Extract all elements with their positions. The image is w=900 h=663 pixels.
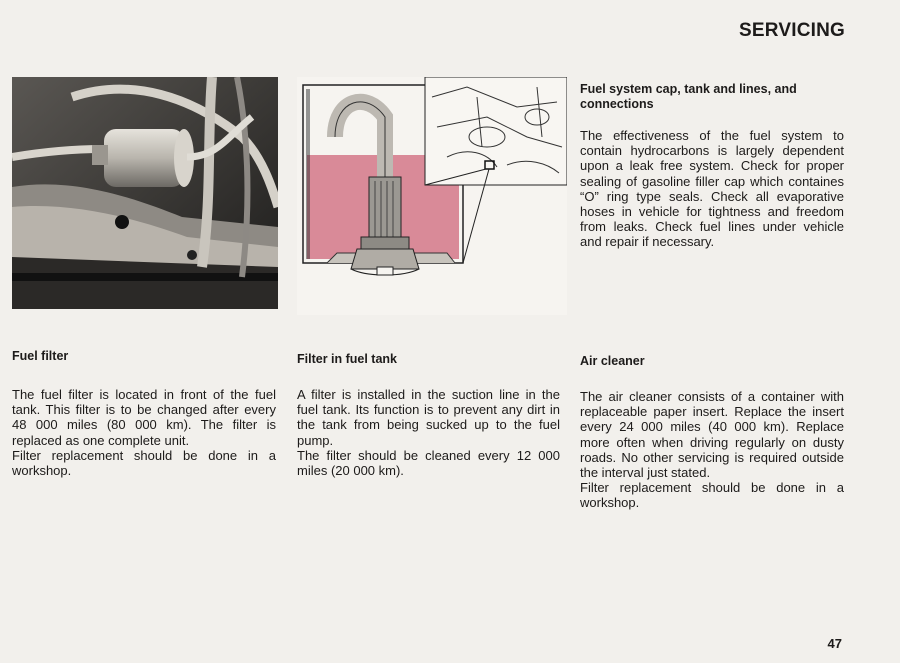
air-cleaner-heading: Air cleaner [580,354,645,368]
fuel-system-heading-block [580,82,844,111]
air-cleaner-paragraph: The air cleaner consists of a container with replaceable paper insert. Replace the insert every 24 000 miles (40 000 km). Replace more often when driving regularly on dusty roads. No other servicing is required outside the interval just stated. [580,389,844,481]
page-number: 47 [827,636,842,651]
fuel-filter-photo [12,77,278,309]
air-cleaner-heading-block [580,354,844,369]
fuel-system-text [580,128,844,250]
fuel-tank-filter-diagram [297,77,567,315]
tank-filter-paragraph: The filter should be cleaned every 12 000 miles (20 000 km). [297,447,560,479]
fuel-filter-photo-graphic [12,77,278,309]
fuel-filter-paragraph: The fuel filter is located in front of the fuel tank. This filter is to be changed after every 48 000 miles (80 000 km). The filter is replaced as one complete unit. [12,387,276,448]
tank-filter-text [297,387,560,478]
air-cleaner-text [580,389,844,511]
fuel-filter-text [12,387,276,478]
tank-filter-heading: Filter in fuel tank [297,352,398,366]
tank-filter-paragraph: A filter is installed in the suction line in the fuel tank. Its function is to prevent any dirt in the tank from being sucked up to the fuel pump. [297,387,560,448]
fuel-system-heading: Fuel system cap, tank and lines, and connections [580,82,797,111]
fuel-filter-heading-block [12,349,276,364]
fuel-tank-filter-drawing [297,77,567,315]
fuel-system-paragraph: The effectiveness of the fuel system to contain hydrocarbons is largely dependent upon a leak free system. Check for proper sealing of gasoline filler cap which containes “O” ring type seals. Check all evaporative hoses in vehicle for tightness and freedom from leaks. Check fuel lines under vehicle and repair if necessary. [580,128,844,250]
page-title: SERVICING [739,20,845,41]
tank-filter-heading-block [297,352,560,367]
air-cleaner-paragraph: Filter replacement should be done in a workshop. [580,480,844,511]
fuel-filter-paragraph: Filter replacement should be done in a workshop. [12,447,276,479]
fuel-filter-heading: Fuel filter [12,349,69,363]
